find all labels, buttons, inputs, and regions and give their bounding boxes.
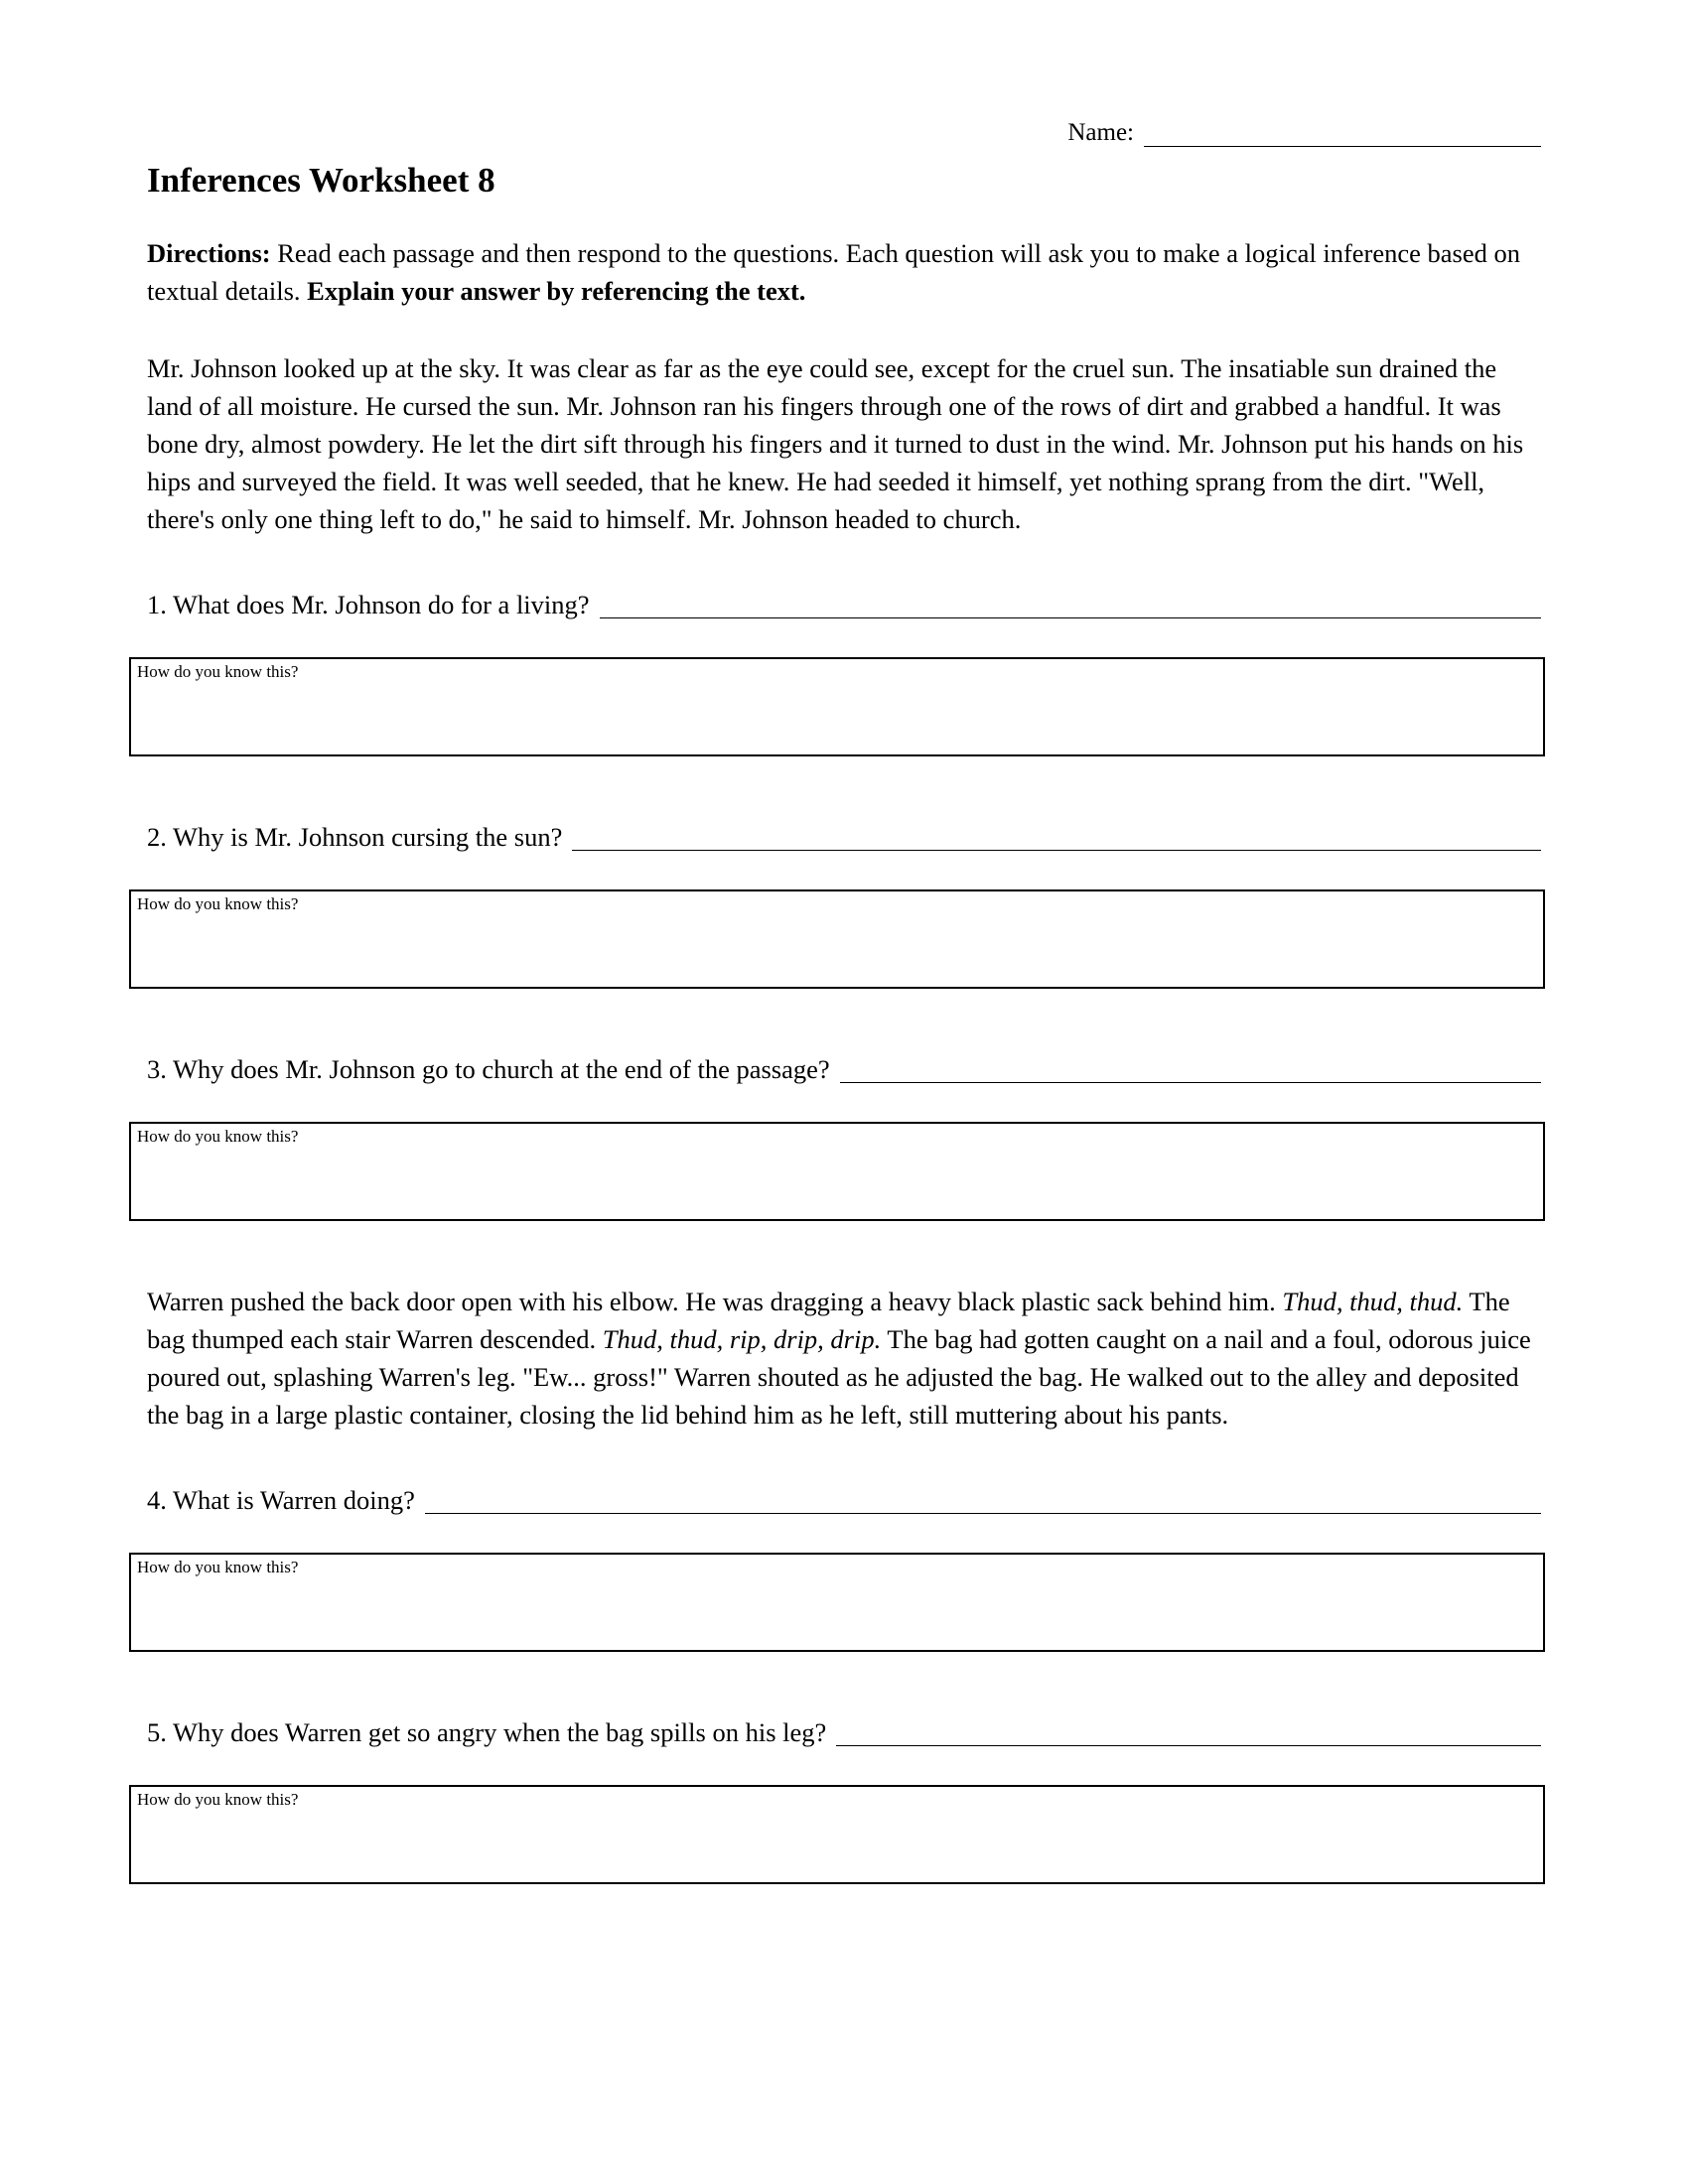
how-label-1: How do you know this? xyxy=(137,662,299,681)
directions xyxy=(147,234,1541,310)
passage-2-seg4-italic: Thud, thud, rip, drip, drip. xyxy=(602,1324,882,1354)
name-input-line[interactable] xyxy=(1144,122,1541,147)
how-label-4: How do you know this? xyxy=(137,1558,299,1576)
answer-box-4[interactable] xyxy=(129,1553,1545,1652)
page-title: Inferences Worksheet 8 xyxy=(147,161,495,200)
question-4 xyxy=(147,1481,1541,1519)
how-label-3: How do you know this? xyxy=(137,1127,299,1146)
name-label: Name: xyxy=(1067,119,1134,146)
question-4-text: 4. What is Warren doing? xyxy=(147,1485,415,1515)
question-3 xyxy=(147,1050,1541,1088)
how-label-2: How do you know this? xyxy=(137,894,299,913)
directions-emphasis: Explain your answer by referencing the text. xyxy=(307,276,806,306)
passage-2-seg5: The bag had gotten caught on a nail and a foul, odorous juice poured out, splashing Warren's leg. "Ew... gross!" Warren shouted as he adjusted the bag. He walked out to the alley and deposited the bag in a large plastic container, closing the lid behind him as he left, still muttering about his pants. xyxy=(147,1324,1531,1430)
passage-2-seg2-italic: Thud, thud, thud. xyxy=(1282,1287,1464,1316)
passage-2-seg1: Warren pushed the back door open with his elbow. He was dragging a heavy black plastic sack behind him. xyxy=(147,1287,1283,1316)
answer-box-5[interactable] xyxy=(129,1785,1545,1884)
answer-box-3[interactable] xyxy=(129,1122,1545,1221)
question-1-answer-line[interactable] xyxy=(600,617,1541,618)
passage-2 xyxy=(147,1283,1541,1433)
passage-2-seg3: The bag thumped each stair Warren descended. xyxy=(147,1287,1510,1354)
answer-box-2[interactable] xyxy=(129,889,1545,989)
question-1-text: 1. What does Mr. Johnson do for a living? xyxy=(147,590,590,619)
question-5-answer-line[interactable] xyxy=(836,1745,1541,1746)
directions-body: Read each passage and then respond to the questions. Each question will ask you to make a logical inference based on textual details. xyxy=(147,238,1520,306)
passage-1: Mr. Johnson looked up at the sky. It was clear as far as the eye could see, except for the cruel sun. The insatiable sun drained the land of all moisture. He cursed the sun. Mr. Johnson ran his fingers through one of the rows of dirt and grabbed a handful. It was bone dry, almost powdery. He let the dirt sift through his fingers and it turned to dust in the wind. Mr. Johnson put his hands on his hips and surveyed the field. It was well seeded, that he knew. He had seeded it himself, yet nothing sprang from the dirt. "Well, there's only one thing left to do," he said to himself. Mr. Johnson headed to church. xyxy=(147,353,1524,534)
question-2-answer-line[interactable] xyxy=(572,850,1541,851)
question-5 xyxy=(147,1713,1541,1751)
question-4-answer-line[interactable] xyxy=(425,1513,1541,1514)
answer-box-1[interactable] xyxy=(129,657,1545,756)
how-label-5: How do you know this? xyxy=(137,1790,299,1809)
question-3-answer-line[interactable] xyxy=(840,1082,1541,1083)
directions-label: Directions: xyxy=(147,238,271,268)
question-2 xyxy=(147,818,1541,856)
question-2-text: 2. Why is Mr. Johnson cursing the sun? xyxy=(147,822,563,852)
question-3-text: 3. Why does Mr. Johnson go to church at the end of the passage? xyxy=(147,1054,830,1084)
name-row xyxy=(147,119,1541,147)
question-5-text: 5. Why does Warren get so angry when the bag spills on his leg? xyxy=(147,1717,827,1747)
question-1 xyxy=(147,586,1541,623)
